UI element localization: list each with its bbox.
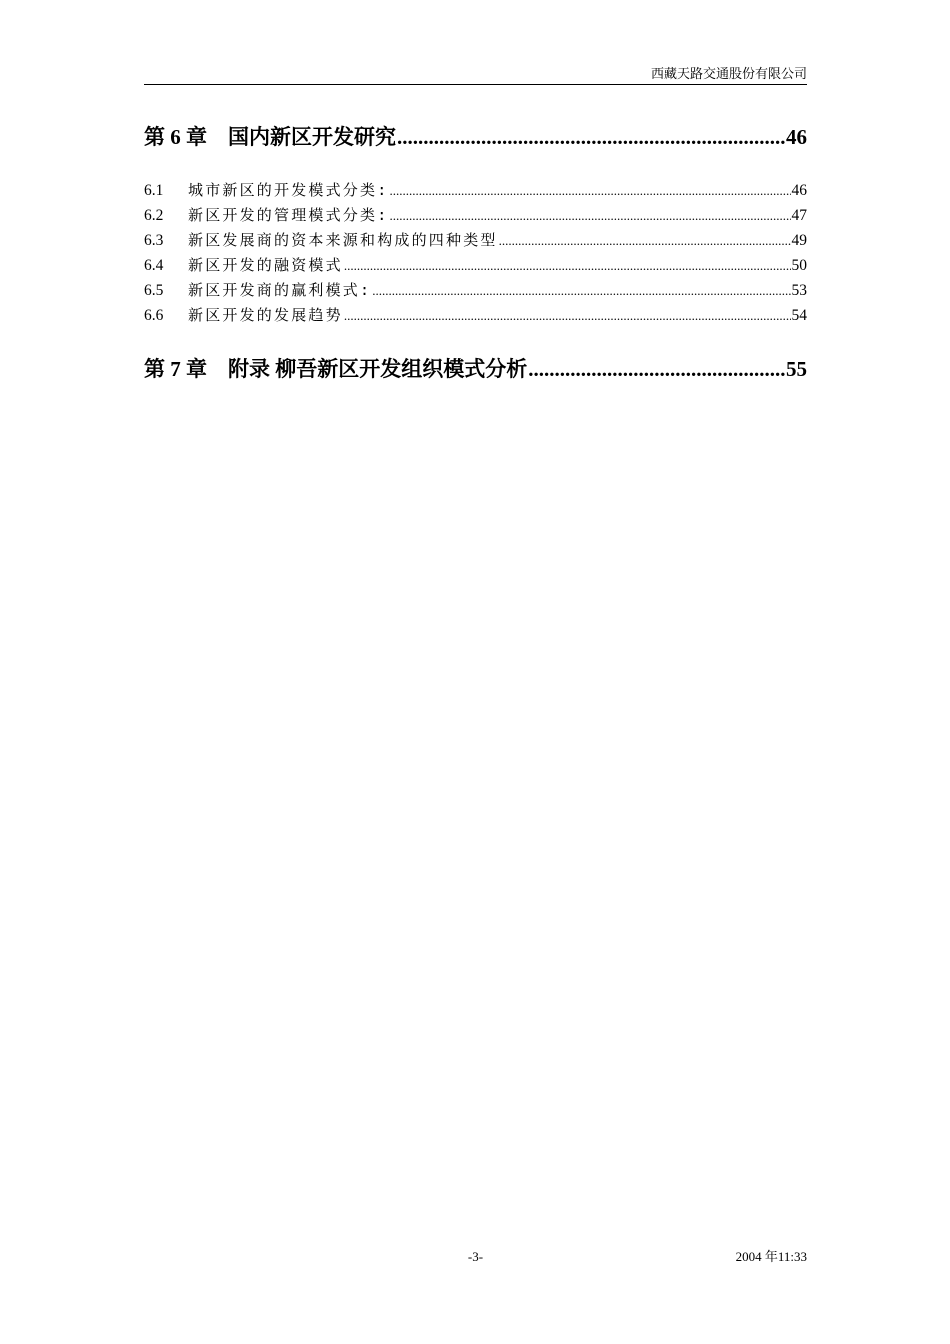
chapter-label: 第 6 章 xyxy=(144,125,207,149)
section-page-number: 50 xyxy=(791,257,807,274)
toc-entry-section-6-6[interactable] xyxy=(144,303,807,328)
toc-entry-section-6-3[interactable] xyxy=(144,228,807,253)
chapter-title: 国内新区开发研究 xyxy=(228,125,396,149)
toc-entry-section-6-4[interactable] xyxy=(144,253,807,278)
dot-leader xyxy=(499,228,791,253)
section-title: 新区发展商的资本来源和构成的四种类型 xyxy=(188,231,498,249)
section-number: 6.3 xyxy=(144,232,164,249)
toc-entry-chapter-7[interactable] xyxy=(144,356,807,382)
section-title: 新区开发的融资模式 xyxy=(188,256,343,274)
footer-page-number: -3- xyxy=(467,1249,484,1264)
section-page-number: 49 xyxy=(791,232,807,249)
section-title: 新区开发的发展趋势 xyxy=(188,306,343,324)
page-header xyxy=(144,66,807,85)
section-title: 新区开发的管理模式分类: xyxy=(188,206,389,224)
toc-entry-chapter-6[interactable] xyxy=(144,124,807,150)
toc-entry-section-6-2[interactable] xyxy=(144,203,807,228)
section-page-number: 46 xyxy=(791,182,807,199)
dot-leader xyxy=(372,278,790,303)
section-number: 6.4 xyxy=(144,257,164,274)
section-page-number: 47 xyxy=(791,207,807,224)
toc-entry-section-6-5[interactable] xyxy=(144,278,807,303)
chapter-page-number: 55 xyxy=(786,357,807,381)
footer-date: 2004 年11:33 xyxy=(735,1249,807,1264)
dot-leader xyxy=(344,253,791,278)
toc-entry-section-6-1[interactable] xyxy=(144,178,807,203)
dot-leader xyxy=(528,356,785,382)
section-number: 6.2 xyxy=(144,207,164,224)
section-number: 6.1 xyxy=(144,182,164,199)
header-company-name: 西藏天路交通股份有限公司 xyxy=(650,66,807,81)
section-page-number: 54 xyxy=(791,307,807,324)
chapter-label: 第 7 章 xyxy=(144,357,207,381)
chapter-title: 附录 柳吾新区开发组织模式分析 xyxy=(228,357,528,381)
dot-leader xyxy=(389,203,790,228)
section-title: 新区开发商的赢利模式: xyxy=(188,281,372,299)
chapter-page-number: 46 xyxy=(786,125,807,149)
section-title: 城市新区的开发模式分类: xyxy=(188,181,389,199)
section-number: 6.6 xyxy=(144,307,164,324)
dot-leader xyxy=(397,124,785,150)
section-page-number: 53 xyxy=(791,282,807,299)
section-number: 6.5 xyxy=(144,282,164,299)
dot-leader xyxy=(389,178,790,203)
dot-leader xyxy=(344,303,791,328)
page-footer xyxy=(144,1249,807,1267)
